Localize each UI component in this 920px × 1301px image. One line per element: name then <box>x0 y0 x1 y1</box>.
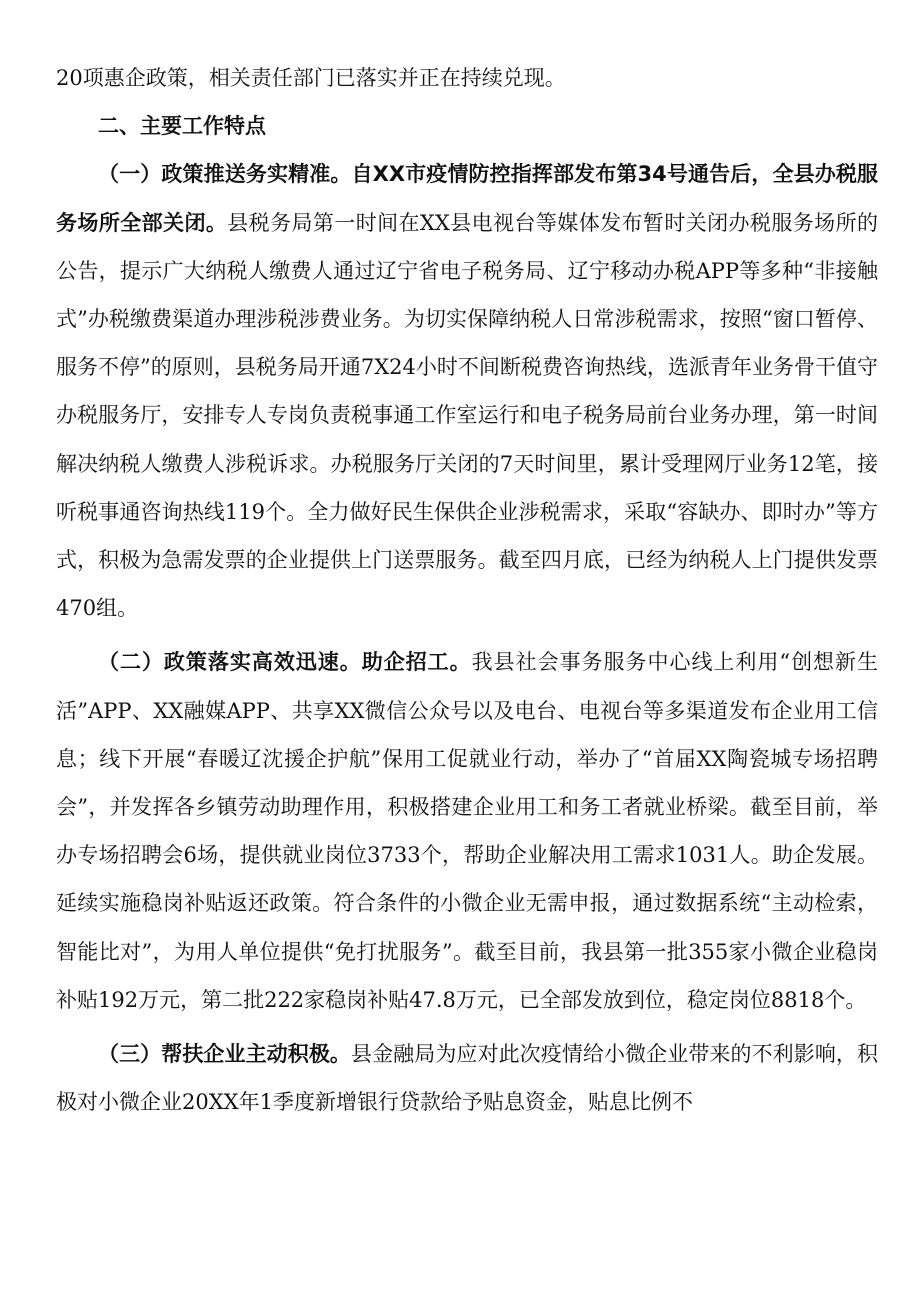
paragraph-policy-push <box>56 150 878 632</box>
paragraph-body: 我县社会事务服务中心线上利用“创想新生活”APP、XX融媒APP、共享XX微信公众号以及电台、电视台等多渠道发布企业用工信息；线下开展“春暖辽沈援企护航”保用工促就业行动，举办了“首届XX陶瓷城专场招聘会”，并发挥各乡镇劳动助理作用，积极搭建企业用工和务工者就业桥梁。截至目前，举办专场招聘会6场，提供就业岗位3733个，帮助企业解决用工需求1031人。助企发展。延续实施稳岗补贴返还政策。符合条件的小微企业无需申报，通过数据系统“主动检索，智能比对”，为用人单位提供“免打扰服务”。截至目前，我县第一批355家小微企业稳岗补贴192万元，第二批222家稳岗补贴47.8万元，已全部发放到位，稳定岗位8818个。 <box>56 650 879 1012</box>
paragraph-intro: 20项惠企政策，相关责任部门已落实并正在持续兑现。 <box>56 66 566 90</box>
section-heading: 二、主要工作特点 <box>98 114 266 139</box>
paragraph-lead: （二）政策落实高效迅速。助企招工。 <box>98 650 472 675</box>
paragraph-lead: （三）帮扶企业主动积极。 <box>98 1042 351 1067</box>
paragraph-body: 县金融局为应对此次疫情给小微企业带来的不利影响，积极对小微企业20XX年1季度新增银行贷款给予贴息资金，贴息比例不 <box>56 1042 878 1115</box>
document-page <box>56 54 878 1126</box>
paragraph-enterprise-support <box>56 1030 878 1126</box>
paragraph-policy-implementation <box>56 638 878 1024</box>
paragraph-lead: （一）政策推送务实精准。自XX市疫情防控指挥部发布第34号通告后，全县办税服务场所全部关闭。 <box>56 162 878 235</box>
paragraph-body: 县税务局第一时间在XX县电视台等媒体发布暂时关闭办税服务场所的公告，提示广大纳税人缴费人通过辽宁省电子税务局、辽宁移动办税APP等多种“非接触式”办税缴费渠道办理涉税涉费业务。为切实保障纳税人日常涉税需求，按照“窗口暂停、服务不停”的原则，县税务局开通7X24小时不间断税费咨询热线，选派青年业务骨干值守办税服务厅，安排专人专岗负责税事通工作室运行和电子税务局前台业务办理，第一时间解决纳税人缴费人涉税诉求。办税服务厅关闭的7天时间里，累计受理网厅业务12笔，接听税事通咨询热线119个。全力做好民生保供企业涉税需求，采取“容缺办、即时办”等方式，积极为急需发票的企业提供上门送票服务。截至四月底，已经为纳税人上门提供发票470组。 <box>56 210 878 621</box>
